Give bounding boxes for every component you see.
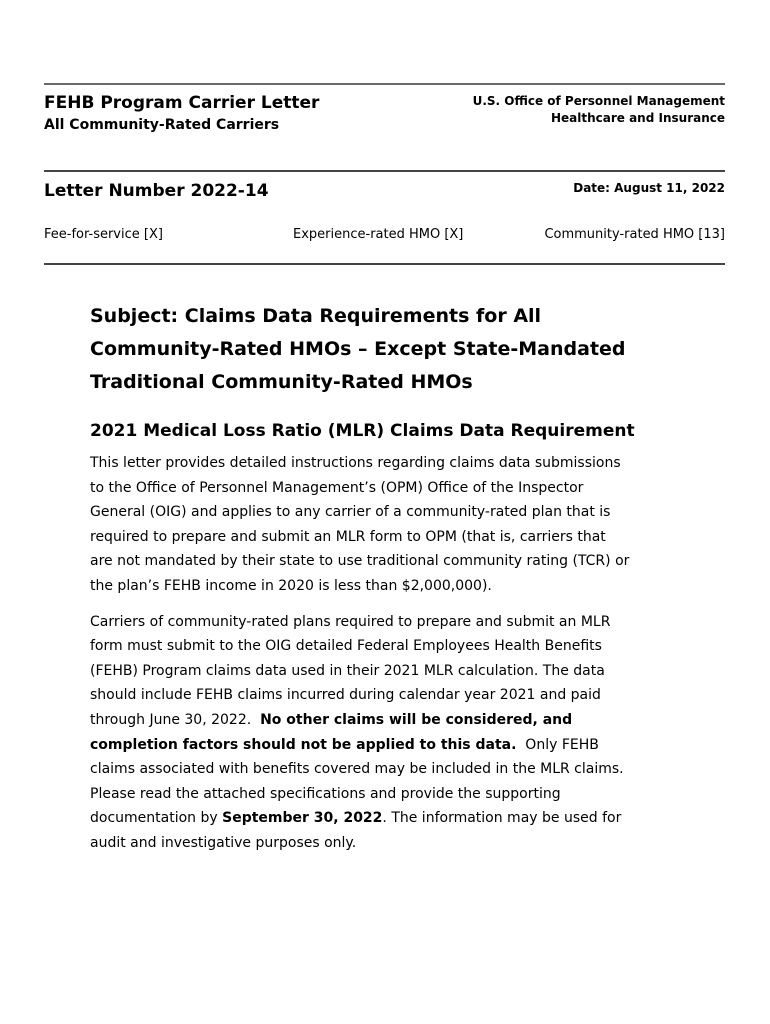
paragraph-line: are not mandated by their state to use traditional community rating (TCR) or: [90, 553, 630, 570]
paragraph-requirements: [90, 610, 690, 856]
paragraph-text: through June 30, 2022.: [90, 711, 261, 728]
distribution-community-rated: Community-rated HMO [13]: [544, 227, 725, 242]
paragraph-line: audit and investigative purposes only.: [90, 834, 357, 851]
letter-body: [90, 300, 690, 856]
paragraph-line: General (OIG) and applies to any carrier of a community-rated plan that is: [90, 504, 611, 521]
paragraph-line: This letter provides detailed instructions regarding claims data submissions: [90, 455, 621, 471]
paragraph-line: should include FEHB claims incurred during calendar year 2021 and paid: [90, 687, 601, 704]
paragraph-line: (FEHB) Program claims data used in their 2021 MLR calculation. The data: [90, 662, 605, 679]
paragraph-text: . The information may be used for: [382, 810, 622, 827]
letter-number: Letter Number 2022-14: [44, 181, 269, 201]
letter-date: Date: August 11, 2022: [573, 181, 725, 195]
paragraph-line: form must submit to the OIG detailed Federal Employees Health Benefits: [90, 638, 602, 655]
paragraph-line: the plan’s FEHB income in 2020 is less than $2,000,000).: [90, 577, 492, 594]
distribution-divider: [44, 263, 725, 265]
top-rule: [44, 83, 725, 85]
paragraph-line: Carriers of community-rated plans required to prepare and submit an MLR: [90, 613, 611, 630]
deadline-date: September 30, 2022: [222, 810, 383, 827]
subject-heading: [90, 300, 690, 399]
program-title: FEHB Program Carrier Letter: [44, 93, 320, 113]
distribution-fee-for-service: Fee-for-service [X]: [44, 227, 163, 242]
paragraph-intro: [90, 451, 690, 599]
paragraph-line: [90, 708, 690, 733]
agency-block: [473, 93, 725, 127]
paragraph-line: [90, 806, 690, 831]
agency-name: U.S. Office of Personnel Management: [472, 94, 725, 108]
section-heading: 2021 Medical Loss Ratio (MLR) Claims Data Requirement: [90, 421, 635, 441]
subject-line: Traditional Community-Rated HMOs: [90, 371, 473, 393]
paragraph-line: Please read the attached specifications and provide the supporting: [90, 785, 561, 802]
paragraph-line: to the Office of Personnel Management’s (OPM) Office of the Inspector: [90, 479, 584, 496]
program-subtitle: All Community-Rated Carriers: [44, 117, 280, 133]
emphasis-text: completion factors should not be applied to this data.: [90, 736, 517, 753]
agency-division: Healthcare and Insurance: [550, 111, 725, 125]
paragraph-text: documentation by: [90, 810, 223, 827]
paragraph-line: [90, 733, 690, 758]
distribution-experience-rated: Experience-rated HMO [X]: [293, 227, 464, 242]
paragraph-line: claims associated with benefits covered may be included in the MLR claims.: [90, 761, 624, 778]
header-divider: [44, 170, 725, 172]
subject-line: Community-Rated HMOs – Except State-Mandated: [90, 338, 626, 360]
subject-line: Subject: Claims Data Requirements for All: [90, 305, 542, 327]
paragraph-line: required to prepare and submit an MLR form to OPM (that is, carriers that: [90, 528, 606, 545]
emphasis-text: No other claims will be considered, and: [260, 711, 573, 728]
paragraph-text: Only FEHB: [516, 736, 599, 753]
